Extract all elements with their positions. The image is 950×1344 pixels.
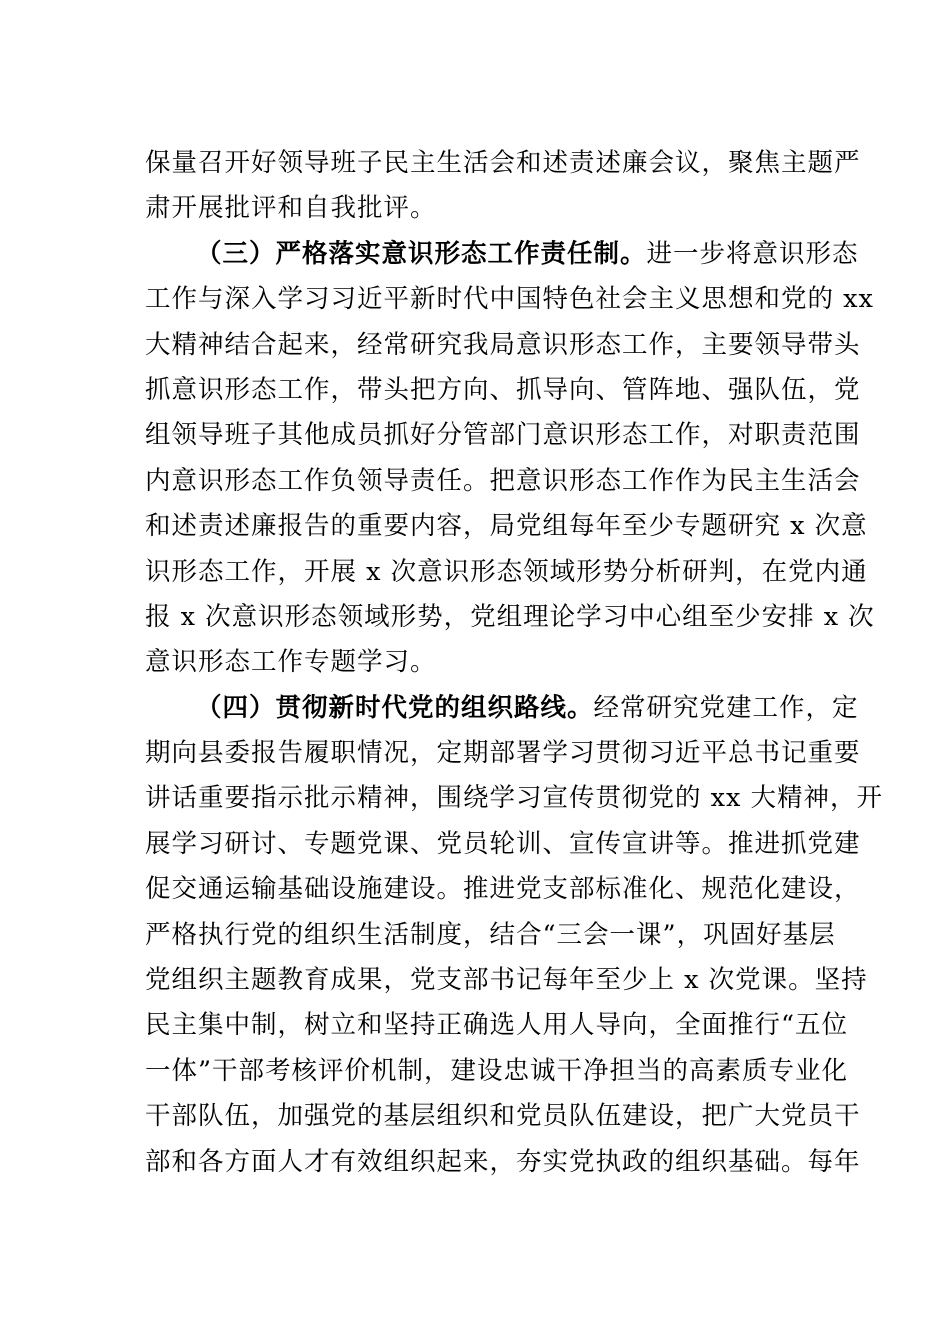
paragraph-line: 肃开展批评和自我批评。	[145, 193, 437, 224]
paragraph-line: 党组织主题教育成果，党支部书记每年至少上 x 次党课。坚持	[145, 965, 868, 996]
paragraph-line: 干部队伍，加强党的基层组织和党员队伍建设，把广大党员干	[145, 1101, 861, 1132]
paragraph-first-line	[145, 232, 859, 277]
paragraph-line: 报 x 次意识形态领域形势，党组理论学习中心组至少安排 x 次	[145, 601, 875, 632]
paragraph-line: 促交通运输基础设施建设。推进党支部标准化、规范化建设，	[145, 874, 861, 905]
section-heading: （四）贯彻新时代党的组织路线。	[196, 692, 594, 723]
paragraph-line: 民主集中制，树立和坚持正确选人用人导向，全面推行“五位	[145, 1010, 849, 1041]
paragraph-line: 组领导班子其他成员抓好分管部门意识形态工作，对职责范围	[145, 420, 861, 451]
paragraph-line: 大精神结合起来，经常研究我局意识形态工作，主要领导带头	[145, 329, 861, 360]
paragraph-line: 严格执行党的组织生活制度，结合“三会一课”，巩固好基层	[145, 919, 836, 950]
paragraph-text: 进一步将意识形态	[646, 238, 859, 269]
paragraph-line: 一体”干部考核评价机制，建设忠诚干净担当的高素质专业化	[145, 1055, 849, 1086]
paragraph-line: 和述责述廉报告的重要内容，局党组每年至少专题研究 x 次意	[145, 511, 868, 542]
paragraph-line: 内意识形态工作负领导责任。把意识形态工作作为民主生活会	[145, 465, 861, 496]
paragraph-text: 经常研究党建工作，定	[593, 692, 859, 723]
paragraph-line: 抓意识形态工作，带头把方向、抓导向、管阵地、强队伍，党	[145, 374, 861, 405]
paragraph-line: 识形态工作，开展 x 次意识形态领域形势分析研判，在党内通	[145, 556, 868, 587]
paragraph-first-line	[145, 686, 859, 731]
section-heading: （三）严格落实意识形态工作责任制。	[196, 238, 647, 269]
paragraph-line: 展学习研讨、专题党课、党员轮训、宣传宣讲等。推进抓党建	[145, 828, 861, 859]
paragraph-line: 意识形态工作专题学习。	[145, 647, 437, 678]
body-text	[145, 141, 883, 1185]
paragraph-line: 讲话重要指示批示精神，围绕学习宣传贯彻党的 xx 大精神，开	[145, 783, 883, 814]
paragraph-line: 部和各方面人才有效组织起来，夯实党执政的组织基础。每年	[145, 1146, 861, 1177]
paragraph-line: 期向县委报告履职情况，定期部署学习贯彻习近平总书记重要	[145, 738, 861, 769]
paragraph-line: 工作与深入学习习近平新时代中国特色社会主义思想和党的 xx	[145, 284, 874, 315]
paragraph-line: 保量召开好领导班子民主生活会和述责述廉会议，聚焦主题严	[145, 148, 861, 178]
